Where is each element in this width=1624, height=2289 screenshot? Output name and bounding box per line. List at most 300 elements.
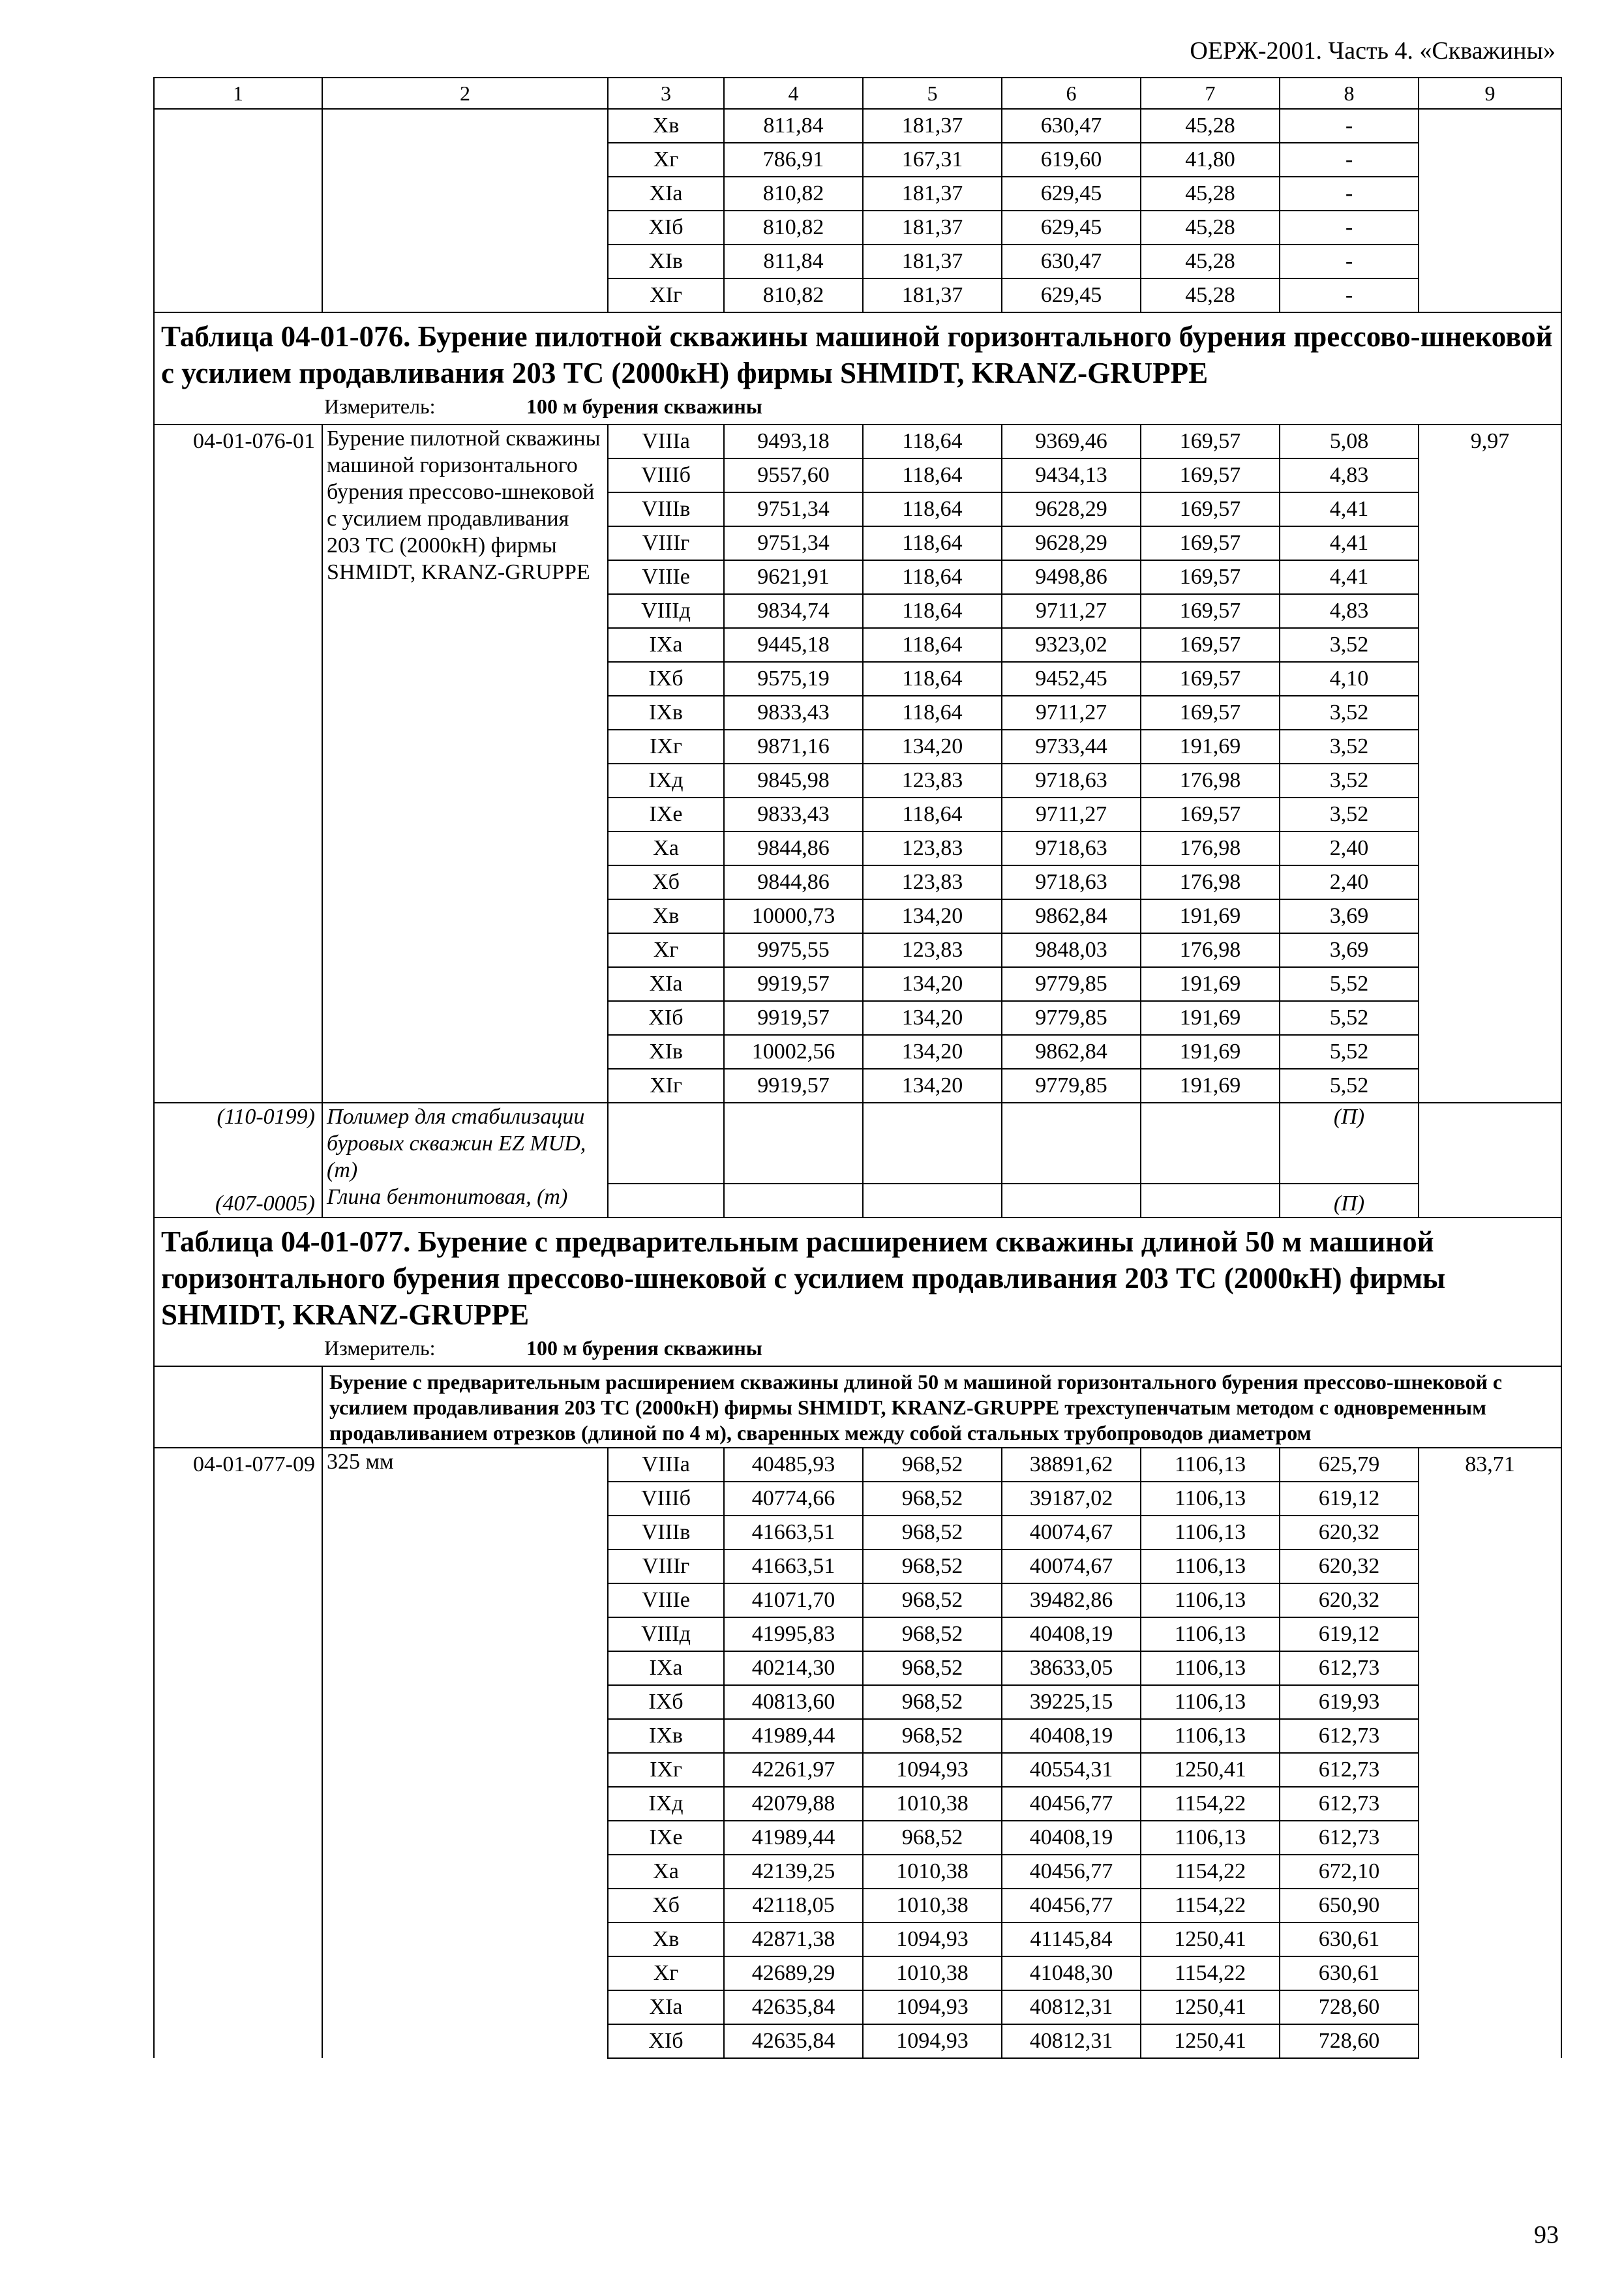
value-cell: 3,52	[1280, 730, 1419, 764]
value-cell: 39482,86	[1002, 1583, 1141, 1617]
value-cell: 181,37	[863, 177, 1002, 211]
value-cell: 181,37	[863, 109, 1002, 143]
page-header: ОЕРЖ-2001. Часть 4. «Скважины»	[1190, 37, 1556, 65]
value-cell: 1106,13	[1141, 1482, 1280, 1516]
value-cell: 1250,41	[1141, 1922, 1280, 1956]
value-cell: 169,57	[1141, 526, 1280, 560]
rates-table	[153, 77, 1562, 2059]
value-cell: 2,40	[1280, 831, 1419, 865]
value-cell: 968,52	[863, 1583, 1002, 1617]
col9-cell	[1419, 278, 1561, 312]
value-cell: 625,79	[1280, 1448, 1419, 1482]
value-cell: 3,52	[1280, 764, 1419, 798]
value-cell: VIIIб	[608, 1482, 724, 1516]
value-cell: ХIа	[608, 967, 724, 1001]
value-cell: 9621,91	[724, 560, 863, 594]
value-cell: 134,20	[863, 899, 1002, 933]
value-cell: 811,84	[724, 245, 863, 278]
value-cell: 9452,45	[1002, 662, 1141, 696]
value-cell: 45,28	[1141, 245, 1280, 278]
material-code: (110-0199)	[154, 1103, 322, 1184]
value-cell: VIIIв	[608, 492, 724, 526]
value-cell: 169,57	[1141, 492, 1280, 526]
table-row	[154, 177, 1561, 211]
value-cell: 42635,84	[724, 1990, 863, 2024]
value-cell: 1094,93	[863, 2024, 1002, 2058]
value-cell: 3,69	[1280, 933, 1419, 967]
value-cell: 9493,18	[724, 425, 863, 458]
value-cell: 41995,83	[724, 1617, 863, 1651]
value-cell: 9369,46	[1002, 425, 1141, 458]
value-cell: 41989,44	[724, 1821, 863, 1855]
value-cell: IХв	[608, 1719, 724, 1753]
value-cell: 968,52	[863, 1651, 1002, 1685]
value-cell: 134,20	[863, 730, 1002, 764]
code-cell	[154, 177, 322, 211]
value-cell: 118,64	[863, 526, 1002, 560]
measure-line	[161, 393, 1554, 420]
column-number-row	[154, 78, 1561, 109]
value-cell: 123,83	[863, 865, 1002, 899]
value-cell: 40408,19	[1002, 1719, 1141, 1753]
value-cell: 40456,77	[1002, 1889, 1141, 1922]
value-cell: 786,91	[724, 143, 863, 177]
value-cell: 40074,67	[1002, 1549, 1141, 1583]
value-cell: 968,52	[863, 1719, 1002, 1753]
value-cell: 619,12	[1280, 1482, 1419, 1516]
value-cell: 4,41	[1280, 526, 1419, 560]
value-cell: IХа	[608, 1651, 724, 1685]
value-cell: 810,82	[724, 177, 863, 211]
value-cell: 169,57	[1141, 628, 1280, 662]
value-cell: 4,83	[1280, 594, 1419, 628]
value-cell: 118,64	[863, 594, 1002, 628]
value-cell: 10000,73	[724, 899, 863, 933]
value-cell: 42261,97	[724, 1753, 863, 1787]
value-cell: 39187,02	[1002, 1482, 1141, 1516]
value-cell: IХе	[608, 1821, 724, 1855]
value-cell: 9434,13	[1002, 458, 1141, 492]
value-cell: 169,57	[1141, 458, 1280, 492]
value-cell: 38891,62	[1002, 1448, 1141, 1482]
value-cell: 40456,77	[1002, 1787, 1141, 1821]
value-cell: 3,52	[1280, 798, 1419, 831]
value-cell: 629,45	[1002, 211, 1141, 245]
value-cell: 169,57	[1141, 798, 1280, 831]
value-cell: 1106,13	[1141, 1651, 1280, 1685]
name-cell	[322, 245, 608, 278]
value-cell: 9711,27	[1002, 594, 1141, 628]
code-cell	[154, 245, 322, 278]
table-title-cell	[154, 312, 1561, 425]
column-number: 4	[724, 78, 863, 109]
value-cell: 5,52	[1280, 1069, 1419, 1103]
column-number: 5	[863, 78, 1002, 109]
measure-label: Измеритель:	[324, 395, 436, 418]
column-number: 2	[322, 78, 608, 109]
value-cell: 118,64	[863, 662, 1002, 696]
value-cell: 42871,38	[724, 1922, 863, 1956]
value-cell: 9871,16	[724, 730, 863, 764]
value-cell: 968,52	[863, 1685, 1002, 1719]
value-cell: VIIIб	[608, 458, 724, 492]
value-cell: 620,32	[1280, 1583, 1419, 1617]
value-cell: 134,20	[863, 1001, 1002, 1035]
table-row	[154, 245, 1561, 278]
value-cell: 1106,13	[1141, 1685, 1280, 1719]
material-name: Полимер для стабилизации буровых скважин EZ MUD, (т)	[322, 1103, 608, 1184]
value-cell: 9862,84	[1002, 899, 1141, 933]
value-cell: ХIа	[608, 177, 724, 211]
table-title: Таблица 04-01-077. Бурение с предварительным расширением скважины длиной 50 м машиной горизонтального бурения прессово-шнековой с усилием продавливания 203 ТС (2000кН) фирмы SHMIDT, KRANZ-GRUPPE	[161, 1225, 1446, 1331]
value-cell: 41071,70	[724, 1583, 863, 1617]
value-cell: 41048,30	[1002, 1956, 1141, 1990]
value-cell: 176,98	[1141, 933, 1280, 967]
name-cell	[322, 143, 608, 177]
table-title-cell	[154, 1218, 1561, 1366]
value-cell: VIIIа	[608, 425, 724, 458]
value-cell: 9628,29	[1002, 492, 1141, 526]
value-cell: Хг	[608, 143, 724, 177]
table-title: Таблица 04-01-076. Бурение пилотной скважины машиной горизонтального бурения прессово-шнековой с усилием продавливания 203 ТС (2000кН) фирмы SHMIDT, KRANZ-GRUPPE	[161, 320, 1553, 389]
value-cell: 9718,63	[1002, 764, 1141, 798]
column-number: 9	[1419, 78, 1561, 109]
value-cell: ХIб	[608, 1001, 724, 1035]
value-cell: 1010,38	[863, 1787, 1002, 1821]
value-cell: 9498,86	[1002, 560, 1141, 594]
value-cell: 811,84	[724, 109, 863, 143]
material-row	[154, 1184, 1561, 1218]
value-cell: 118,64	[863, 628, 1002, 662]
value-cell: 181,37	[863, 211, 1002, 245]
value-cell: 810,82	[724, 278, 863, 312]
value-cell: 1106,13	[1141, 1821, 1280, 1855]
value-cell: 40812,31	[1002, 1990, 1141, 2024]
value-cell: 968,52	[863, 1617, 1002, 1651]
value-cell: 40408,19	[1002, 1617, 1141, 1651]
value-cell: VIIIе	[608, 560, 724, 594]
empty-cell	[863, 1103, 1002, 1184]
table-title-row	[154, 312, 1561, 425]
value-cell: IХг	[608, 730, 724, 764]
measure-value: 100 м бурения скважины	[526, 395, 762, 418]
table-row	[154, 425, 1561, 458]
value-cell: ХIв	[608, 245, 724, 278]
value-cell: -	[1280, 278, 1419, 312]
value-cell: 191,69	[1141, 899, 1280, 933]
value-cell: IХд	[608, 1787, 724, 1821]
column-number: 6	[1002, 78, 1141, 109]
value-cell: 1010,38	[863, 1889, 1002, 1922]
value-cell: 9711,27	[1002, 798, 1141, 831]
value-cell: 169,57	[1141, 696, 1280, 730]
value-cell: 629,45	[1002, 177, 1141, 211]
value-cell: 123,83	[863, 831, 1002, 865]
empty-cell	[724, 1103, 863, 1184]
col9-cell	[1419, 211, 1561, 245]
value-cell: 169,57	[1141, 594, 1280, 628]
value-cell: 176,98	[1141, 831, 1280, 865]
empty-cell	[1141, 1103, 1280, 1184]
value-cell: IХг	[608, 1753, 724, 1787]
value-cell: 630,47	[1002, 109, 1141, 143]
value-cell: 810,82	[724, 211, 863, 245]
empty-cell	[154, 1366, 322, 1448]
value-cell: ХIб	[608, 2024, 724, 2058]
value-cell: 5,52	[1280, 1035, 1419, 1069]
value-cell: 134,20	[863, 1069, 1002, 1103]
value-cell: -	[1280, 245, 1419, 278]
value-cell: 45,28	[1141, 109, 1280, 143]
col9-cell	[1419, 143, 1561, 177]
value-cell: 9833,43	[724, 696, 863, 730]
value-cell: 9628,29	[1002, 526, 1141, 560]
value-cell: 42139,25	[724, 1855, 863, 1889]
value-cell: 41145,84	[1002, 1922, 1141, 1956]
measure-label: Измеритель:	[324, 1336, 436, 1360]
col9-value: 9,97	[1419, 425, 1561, 1103]
empty-cell	[1141, 1184, 1280, 1218]
value-cell: 619,12	[1280, 1617, 1419, 1651]
value-cell: 9834,74	[724, 594, 863, 628]
value-cell: 1154,22	[1141, 1956, 1280, 1990]
value-cell: 41,80	[1141, 143, 1280, 177]
value-cell: ХIг	[608, 278, 724, 312]
name-cell	[322, 109, 608, 143]
value-cell: 612,73	[1280, 1719, 1419, 1753]
value-cell: 9919,57	[724, 1069, 863, 1103]
value-cell: 9557,60	[724, 458, 863, 492]
value-cell: ХIг	[608, 1069, 724, 1103]
value-cell: 9833,43	[724, 798, 863, 831]
value-cell: IХе	[608, 798, 724, 831]
value-cell: ХIв	[608, 1035, 724, 1069]
value-cell: IХб	[608, 1685, 724, 1719]
value-cell: -	[1280, 177, 1419, 211]
value-cell: Хв	[608, 109, 724, 143]
rate-code: 04-01-077-09	[154, 1448, 322, 2058]
value-cell: 9718,63	[1002, 865, 1141, 899]
col9-cell	[1419, 177, 1561, 211]
col9-cell	[1419, 1184, 1561, 1218]
value-cell: 4,83	[1280, 458, 1419, 492]
value-cell: 118,64	[863, 560, 1002, 594]
value-cell: 40813,60	[724, 1685, 863, 1719]
code-cell	[154, 143, 322, 177]
value-cell: 9445,18	[724, 628, 863, 662]
value-cell: 9844,86	[724, 865, 863, 899]
value-cell: 42079,88	[724, 1787, 863, 1821]
value-cell: VIIIд	[608, 1617, 724, 1651]
value-cell: VIIIе	[608, 1583, 724, 1617]
value-cell: VIIIг	[608, 526, 724, 560]
value-cell: 1094,93	[863, 1753, 1002, 1787]
value-cell: 40774,66	[724, 1482, 863, 1516]
value-cell: 191,69	[1141, 730, 1280, 764]
value-cell: 169,57	[1141, 425, 1280, 458]
value-cell: 3,69	[1280, 899, 1419, 933]
value-cell: Хб	[608, 865, 724, 899]
value-cell: 40812,31	[1002, 2024, 1141, 2058]
table-title-row	[154, 1218, 1561, 1366]
value-cell: -	[1280, 211, 1419, 245]
value-cell: 630,47	[1002, 245, 1141, 278]
value-cell: 968,52	[863, 1821, 1002, 1855]
value-cell: ХIб	[608, 211, 724, 245]
column-number: 7	[1141, 78, 1280, 109]
value-cell: 619,60	[1002, 143, 1141, 177]
value-cell: 1106,13	[1141, 1719, 1280, 1753]
value-cell: 9975,55	[724, 933, 863, 967]
value-cell: 38633,05	[1002, 1651, 1141, 1685]
value-cell: 169,57	[1141, 560, 1280, 594]
value-cell: 181,37	[863, 245, 1002, 278]
empty-cell	[863, 1184, 1002, 1218]
value-cell: 40214,30	[724, 1651, 863, 1685]
table-row	[154, 143, 1561, 177]
value-cell: 42689,29	[724, 1956, 863, 1990]
value-cell: 9862,84	[1002, 1035, 1141, 1069]
column-number: 3	[608, 78, 724, 109]
value-cell: 1106,13	[1141, 1583, 1280, 1617]
value-cell: 40554,31	[1002, 1753, 1141, 1787]
col9-cell	[1419, 245, 1561, 278]
value-cell: 176,98	[1141, 764, 1280, 798]
material-name: Глина бентонитовая, (т)	[322, 1184, 608, 1218]
column-number: 8	[1280, 78, 1419, 109]
value-cell: 191,69	[1141, 1035, 1280, 1069]
value-cell: 619,93	[1280, 1685, 1419, 1719]
value-cell: 9919,57	[724, 1001, 863, 1035]
value-cell: 1106,13	[1141, 1549, 1280, 1583]
col9-cell	[1419, 1103, 1561, 1184]
value-cell: 1250,41	[1141, 2024, 1280, 2058]
value-cell: 9779,85	[1002, 1001, 1141, 1035]
value-cell: 9718,63	[1002, 831, 1141, 865]
value-cell: 42118,05	[724, 1889, 863, 1922]
value-cell: 40408,19	[1002, 1821, 1141, 1855]
measure-value: 100 м бурения скважины	[526, 1336, 762, 1360]
value-cell: 9848,03	[1002, 933, 1141, 967]
value-cell: 620,32	[1280, 1549, 1419, 1583]
value-cell: 9779,85	[1002, 967, 1141, 1001]
material-row	[154, 1103, 1561, 1184]
value-cell: 123,83	[863, 933, 1002, 967]
value-cell: 1154,22	[1141, 1889, 1280, 1922]
value-cell: 5,52	[1280, 967, 1419, 1001]
rate-name: 325 мм	[322, 1448, 608, 2058]
value-cell: 9575,19	[724, 662, 863, 696]
value-cell: 9919,57	[724, 967, 863, 1001]
value-cell: 167,31	[863, 143, 1002, 177]
empty-cell	[1002, 1184, 1141, 1218]
rate-code: 04-01-076-01	[154, 425, 322, 1103]
value-cell: 612,73	[1280, 1651, 1419, 1685]
value-cell: 630,61	[1280, 1922, 1419, 1956]
description-row	[154, 1366, 1561, 1448]
value-cell: 5,08	[1280, 425, 1419, 458]
material-code: (407-0005)	[154, 1184, 322, 1218]
value-cell: 650,90	[1280, 1889, 1419, 1922]
table-row	[154, 278, 1561, 312]
value-cell: 5,52	[1280, 1001, 1419, 1035]
value-cell: Ха	[608, 1855, 724, 1889]
value-cell: 3,52	[1280, 628, 1419, 662]
value-cell: 40074,67	[1002, 1516, 1141, 1549]
value-cell: 1106,13	[1141, 1448, 1280, 1482]
value-cell: 118,64	[863, 798, 1002, 831]
table-row	[154, 109, 1561, 143]
material-unit: (П)	[1280, 1103, 1419, 1184]
table-description: Бурение с предварительным расширением скважины длиной 50 м машиной горизонтального бурения прессово-шнековой с усилием продавливания 203 ТС (2000кН) фирмы SHMIDT, KRANZ-GRUPPE трехступенчатым методом с одновременным продавливанием отрезков (длиной по 4 м), сваренных между собой стальных трубопроводов диаметром	[322, 1366, 1561, 1448]
value-cell: 134,20	[863, 1035, 1002, 1069]
value-cell: 9844,86	[724, 831, 863, 865]
code-cell	[154, 109, 322, 143]
value-cell: 169,57	[1141, 662, 1280, 696]
value-cell: Хв	[608, 899, 724, 933]
value-cell: 1106,13	[1141, 1516, 1280, 1549]
value-cell: 40456,77	[1002, 1855, 1141, 1889]
value-cell: VIIIг	[608, 1549, 724, 1583]
value-cell: 123,83	[863, 764, 1002, 798]
value-cell: 9751,34	[724, 526, 863, 560]
value-cell: 968,52	[863, 1549, 1002, 1583]
value-cell: 629,45	[1002, 278, 1141, 312]
value-cell: 41663,51	[724, 1516, 863, 1549]
value-cell: 191,69	[1141, 1069, 1280, 1103]
value-cell: 45,28	[1141, 177, 1280, 211]
column-number: 1	[154, 78, 322, 109]
value-cell: 118,64	[863, 492, 1002, 526]
value-cell: VIIIв	[608, 1516, 724, 1549]
value-cell: 3,52	[1280, 696, 1419, 730]
code-cell	[154, 278, 322, 312]
name-cell	[322, 211, 608, 245]
value-cell: 10002,56	[724, 1035, 863, 1069]
value-cell: 45,28	[1141, 278, 1280, 312]
value-cell: Ха	[608, 831, 724, 865]
value-cell: 4,10	[1280, 662, 1419, 696]
value-cell: Хг	[608, 933, 724, 967]
value-cell: 9779,85	[1002, 1069, 1141, 1103]
value-cell: 1010,38	[863, 1855, 1002, 1889]
value-cell: 191,69	[1141, 967, 1280, 1001]
value-cell: 2,40	[1280, 865, 1419, 899]
empty-cell	[608, 1103, 724, 1184]
empty-cell	[608, 1184, 724, 1218]
value-cell: 9323,02	[1002, 628, 1141, 662]
value-cell: VIIIа	[608, 1448, 724, 1482]
value-cell: 1094,93	[863, 1990, 1002, 2024]
value-cell: VIIIд	[608, 594, 724, 628]
value-cell: 612,73	[1280, 1753, 1419, 1787]
value-cell: IХа	[608, 628, 724, 662]
value-cell: 1106,13	[1141, 1617, 1280, 1651]
value-cell: 191,69	[1141, 1001, 1280, 1035]
empty-cell	[1002, 1103, 1141, 1184]
value-cell: 4,41	[1280, 560, 1419, 594]
value-cell: 41663,51	[724, 1549, 863, 1583]
value-cell: 45,28	[1141, 211, 1280, 245]
name-cell	[322, 278, 608, 312]
value-cell: 9845,98	[724, 764, 863, 798]
value-cell: 1154,22	[1141, 1787, 1280, 1821]
value-cell: 728,60	[1280, 2024, 1419, 2058]
material-unit: (П)	[1280, 1184, 1419, 1218]
col9-cell	[1419, 109, 1561, 143]
value-cell: 176,98	[1141, 865, 1280, 899]
value-cell: 40485,93	[724, 1448, 863, 1482]
